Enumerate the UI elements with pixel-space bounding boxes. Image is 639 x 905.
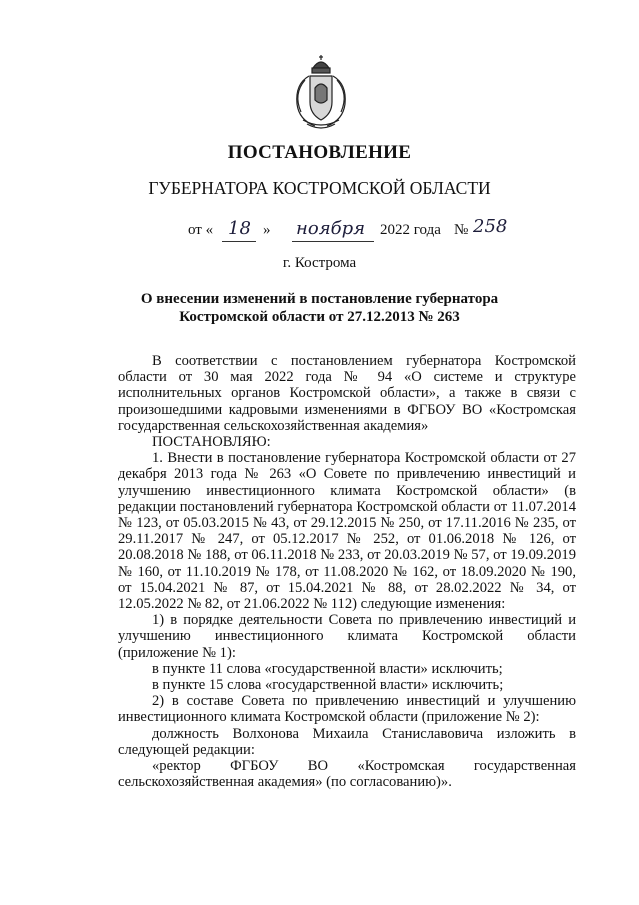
date-prefix: от « [188,222,214,238]
paragraph-decree: ПОСТАНОВЛЯЮ: [152,434,271,451]
paragraph-preamble: В соответствии с постановлением губернатора Костромской области от 30 мая 2022 года № 94 «О системе и структуре исполнительных органов Костромской области», а также в связи с произошедшими кадровыми изменениями в ФГБОУ ВО «Костромская государственная сельскохозяйственная академия» [118,353,576,434]
heading-line-2: Костромской области от 27.12.2013 № 263 [179,309,460,325]
day-underline [222,241,256,242]
paragraph-new-wording: «ректор ФГБОУ ВО «Костромская государственная сельскохозяйственная академия» (по согласованию)». [118,758,576,791]
date-month-handwritten: ноября [296,218,366,239]
coat-of-arms-emblem [291,54,351,132]
document-heading [0,290,639,326]
date-quote-close: » [263,222,271,238]
paragraph-subitem-1: 1) в порядке деятельности Совета по привлечению инвестиций и улучшению инвестиционного климата Костромской области (приложение № 1): [118,612,576,661]
heading-line-1: О внесении изменений в постановление губернатора [140,291,499,307]
date-day-handwritten: 18 [228,218,251,239]
paragraph-item-1: 1. Внести в постановление губернатора Костромской области от 27 декабря 2013 года № 263 «О Совете по привлечению инвестиций и улучшению инвестиционного климата Костромской области» (в редакции постановлений губернатора Костромской области от 11.07.2014 № 123, от 05.03.2015 № 43, от 29.12.2015 № 250, от 17.11.2016 № 235, от 29.11.2017 № 247, от 05.12.2017 № 252, от 01.06.2018 № 126, от 20.08.2018 № 188, от 06.11.2018 № 233, от 20.03.2019 № 57, от 19.09.2019 № 160, от 11.10.2019 № 178, от 11.08.2020 № 162, от 18.09.2020 № 190, от 15.04.2021 № 87, от 15.04.2021 № 88, от 28.02.2022 № 34, от 12.05.2022 № 82, от 21.06.2022 № 112) следующие изменения: [118,450,576,613]
city-line: г. Кострома [282,255,357,271]
paragraph-point-15: в пункте 15 слова «государственной власти» исключить; [152,677,504,694]
document-number-handwritten: 258 [473,216,508,237]
date-line [188,218,528,244]
paragraph-position: должность Волхонова Михаила Станиславовича изложить в следующей редакции: [118,725,576,758]
month-underline [292,241,374,242]
document-body [118,353,576,790]
paragraph-subitem-2: 2) в составе Совета по привлечению инвестиций и улучшению инвестиционного климата Костромской области (приложение № 2): [118,693,576,726]
document-subtitle: ГУБЕРНАТОРА КОСТРОМСКОЙ ОБЛАСТИ [148,178,491,198]
date-year: 2022 года [380,222,441,238]
number-prefix: № [454,222,469,238]
paragraph-point-11: в пункте 11 слова «государственной власти» исключить; [152,660,503,677]
document-title: ПОСТАНОВЛЕНИЕ [227,142,412,163]
